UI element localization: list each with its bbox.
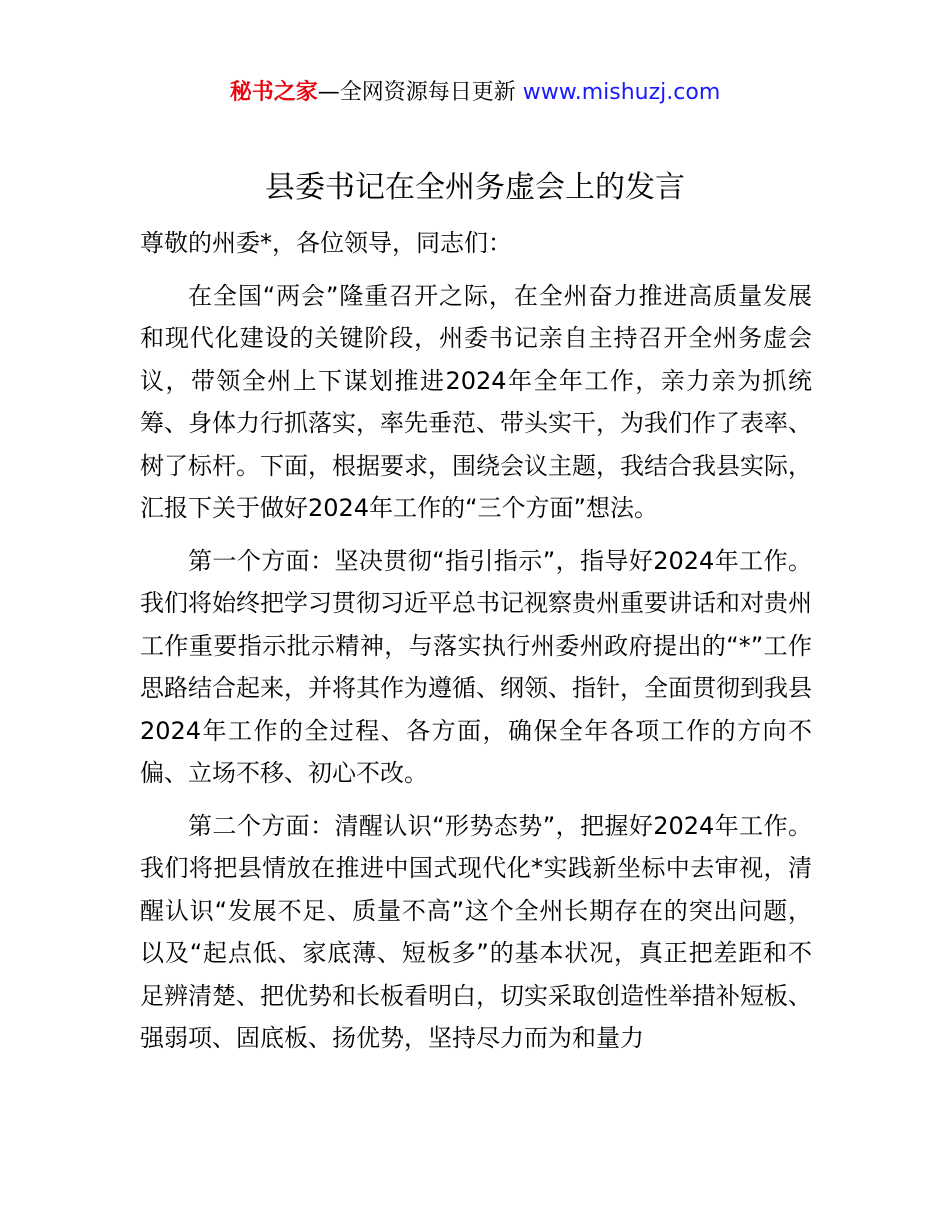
paragraph-intro: 在全国“两会”隆重召开之际，在全州奋力推进高质量发展和现代化建设的关键阶段，州委书记亲自主持召开全州务虚会议，带领全州上下谋划推进2024年全年工作，亲力亲为抓统筹、身体力行抓落实，率先垂范、带头实干，为我们作了表率、树了标杆。下面，根据要求，围绕会议主题，我结合我县实际，汇报下关于做好2024年工作的“三个方面”想法。 — [140, 281, 812, 522]
paragraph-second-aspect: 第二个方面：清醒认识“形势态势”，把握好2024年工作。我们将把县情放在推进中国式现代化*实践新坐标中去审视，清醒认识“发展不足、质量不高”这个全州长期存在的突出问题，以及“起点低、家底薄、短板多”的基本状况，真正把差距和不足辨清楚、把优势和长板看明白，切实采取创造性举措补短板、强弱项、固底板、扬优势，坚持尽力而为和量力 — [140, 811, 812, 1052]
site-tagline: —全网资源每日更新 — [317, 80, 516, 105]
document-body — [140, 222, 812, 1070]
paragraph-first-aspect: 第一个方面：坚决贯彻“指引指示”，指导好2024年工作。我们将始终把学习贯彻习近平总书记视察贵州重要讲话和对贵州工作重要指示批示精神，与落实执行州委州政府提出的“*”工作思路结合起来，并将其作为遵循、纲领、指针，全面贯彻到我县2024年工作的全过程、各方面，确保全年各项工作的方向不偏、立场不移、初心不改。 — [140, 546, 812, 787]
site-brand: 秘书之家 — [229, 80, 318, 105]
site-url-link[interactable]: www.mishuzj.com — [522, 80, 721, 105]
salutation: 尊敬的州委*，各位领导，同志们： — [140, 229, 512, 257]
site-header — [0, 76, 950, 110]
document-title: 县委书记在全州务虚会上的发言 — [265, 170, 685, 205]
